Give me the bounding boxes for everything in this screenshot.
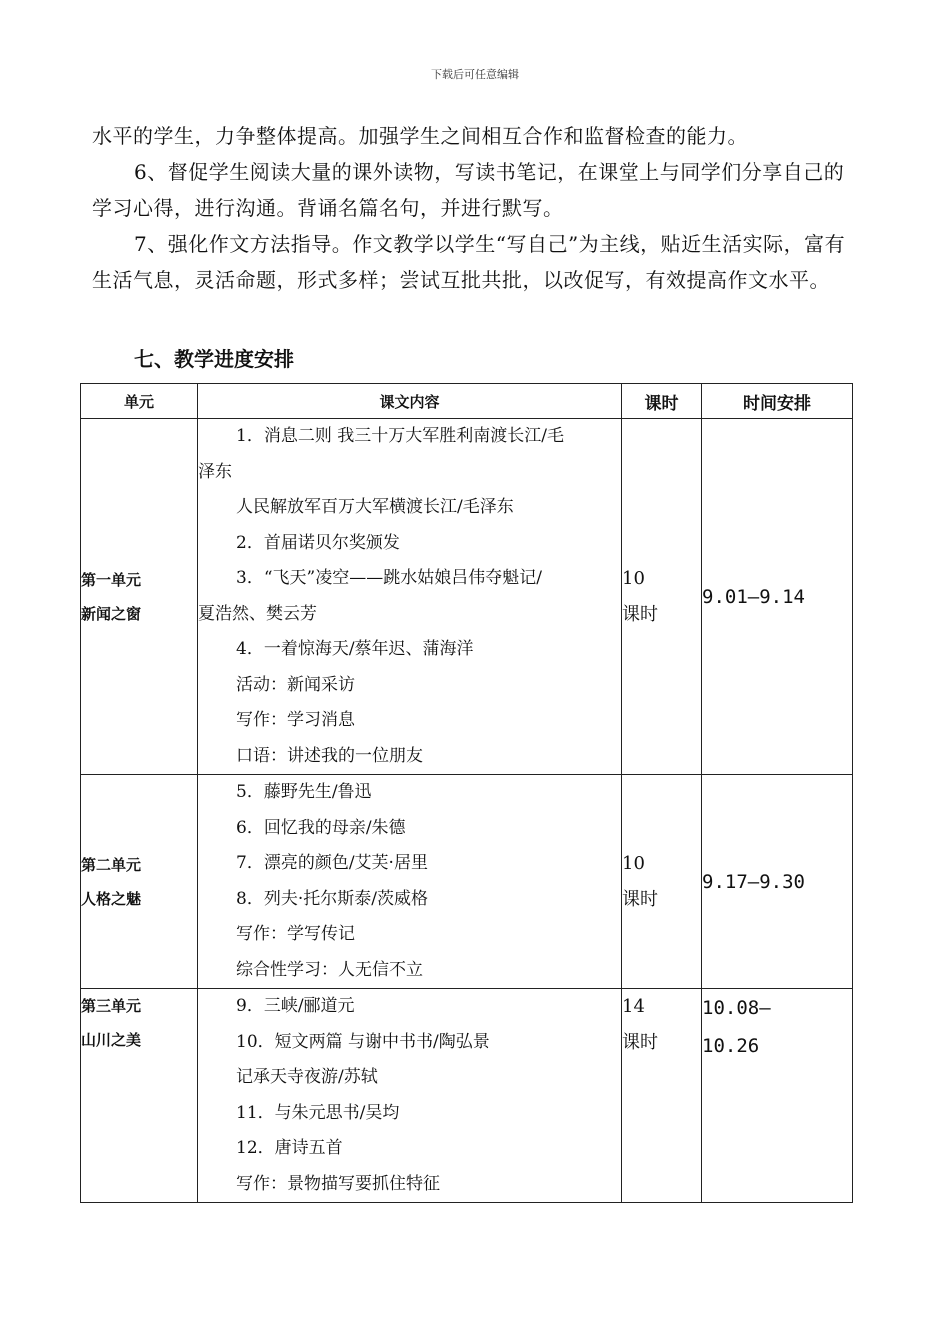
- table-header-row: [81, 384, 853, 419]
- unit-cell: [81, 419, 198, 775]
- lesson-line: 人民解放军百万大军横渡长江/毛泽东: [236, 497, 514, 517]
- lesson-line: 5．藤野先生/鲁迅: [236, 782, 372, 802]
- time-range: 9.01—9.14: [702, 585, 805, 608]
- lesson-line: 写作：景物描写要抓住特征: [236, 1173, 440, 1194]
- page-header: 下载后可任意编辑: [431, 68, 519, 81]
- hours-unit: 课时: [622, 603, 658, 625]
- lesson-line: 3．“飞天”凌空——跳水姑娘吕伟夺魁记/: [236, 568, 542, 588]
- hours-value: 10: [622, 567, 645, 589]
- content-cell: [198, 419, 622, 775]
- lesson-line: 泽东: [198, 461, 232, 482]
- time-cell: [702, 419, 853, 775]
- lesson-line: 综合性学习：人无信不立: [236, 959, 423, 980]
- paragraph-2: 6、督促学生阅读大量的课外读物，写读书笔记，在课堂上与同学们分享自己的学习心得，进行沟通。背诵名篇名句，并进行默写。: [92, 160, 845, 220]
- time-cell: [702, 989, 853, 1203]
- section-title: 七、教学进度安排: [134, 347, 294, 371]
- content-cell: [198, 989, 622, 1203]
- hours-cell: [622, 419, 702, 775]
- table-row: [81, 775, 853, 989]
- lesson-line: 11．与朱元思书/吴均: [236, 1102, 400, 1123]
- lesson-line: 记承天寺夜游/苏轼: [236, 1067, 378, 1087]
- time-cell: [702, 775, 853, 989]
- unit-theme: 新闻之窗: [81, 604, 142, 623]
- lesson-line: 4．一着惊海天/蔡年迟、蒲海洋: [236, 639, 474, 659]
- paragraph-1: 水平的学生，力争整体提高。加强学生之间相互合作和监督检查的能力。: [92, 124, 748, 148]
- lesson-line: 10．短文两篇 与谢中书书/陶弘景: [236, 1031, 490, 1052]
- unit-theme: 人格之魅: [81, 889, 142, 908]
- lesson-line: 6．回忆我的母亲/朱德: [236, 817, 406, 838]
- time-range-start: 10.08—: [702, 997, 771, 1019]
- lesson-line: 1．消息二则 我三十万大军胜利南渡长江/毛: [236, 426, 564, 446]
- hours-cell: [622, 775, 702, 989]
- lesson-line: 口语：讲述我的一位朋友: [236, 745, 423, 766]
- unit-cell: [81, 775, 198, 989]
- hours-value: 14: [622, 996, 645, 1017]
- lesson-line: 8．列夫·托尔斯泰/茨威格: [236, 888, 428, 909]
- header-time: 时间安排: [702, 384, 853, 419]
- time-range: 9.17—9.30: [702, 870, 805, 893]
- lesson-line: 写作：学写传记: [236, 924, 355, 944]
- header-unit: 单元: [81, 384, 198, 419]
- schedule-table: [80, 383, 853, 1203]
- lesson-line: 2．首届诺贝尔奖颁发: [236, 532, 400, 553]
- content-cell: [198, 775, 622, 989]
- unit-name: 第三单元: [81, 997, 142, 1015]
- unit-theme: 山川之美: [81, 1031, 142, 1049]
- unit-name: 第二单元: [81, 855, 142, 874]
- lesson-line: 写作：学习消息: [236, 710, 355, 730]
- time-range-end: 10.26: [702, 1035, 760, 1057]
- lesson-line: 9．三峡/郦道元: [236, 996, 355, 1016]
- unit-name: 第一单元: [81, 570, 142, 589]
- hours-value: 10: [622, 852, 645, 874]
- lesson-line: 活动：新闻采访: [236, 674, 355, 695]
- hours-unit: 课时: [622, 888, 658, 910]
- hours-unit: 课时: [622, 1032, 658, 1053]
- header-hours: 课时: [622, 384, 702, 419]
- lesson-line: 7．漂亮的颜色/艾芙·居里: [236, 853, 428, 873]
- lesson-line: 夏浩然、樊云芳: [198, 603, 317, 624]
- hours-cell: [622, 989, 702, 1203]
- lesson-line: 12．唐诗五首: [236, 1138, 343, 1158]
- paragraph-3: 7、强化作文方法指导。作文教学以学生“写自己”为主线，贴近生活实际，富有生活气息，灵活命题，形式多样；尝试互批共批，以改促写，有效提高作文水平。: [92, 232, 846, 292]
- table-row: [81, 419, 853, 775]
- table-row: [81, 989, 853, 1203]
- header-content: 课文内容: [198, 384, 622, 419]
- unit-cell: [81, 989, 198, 1203]
